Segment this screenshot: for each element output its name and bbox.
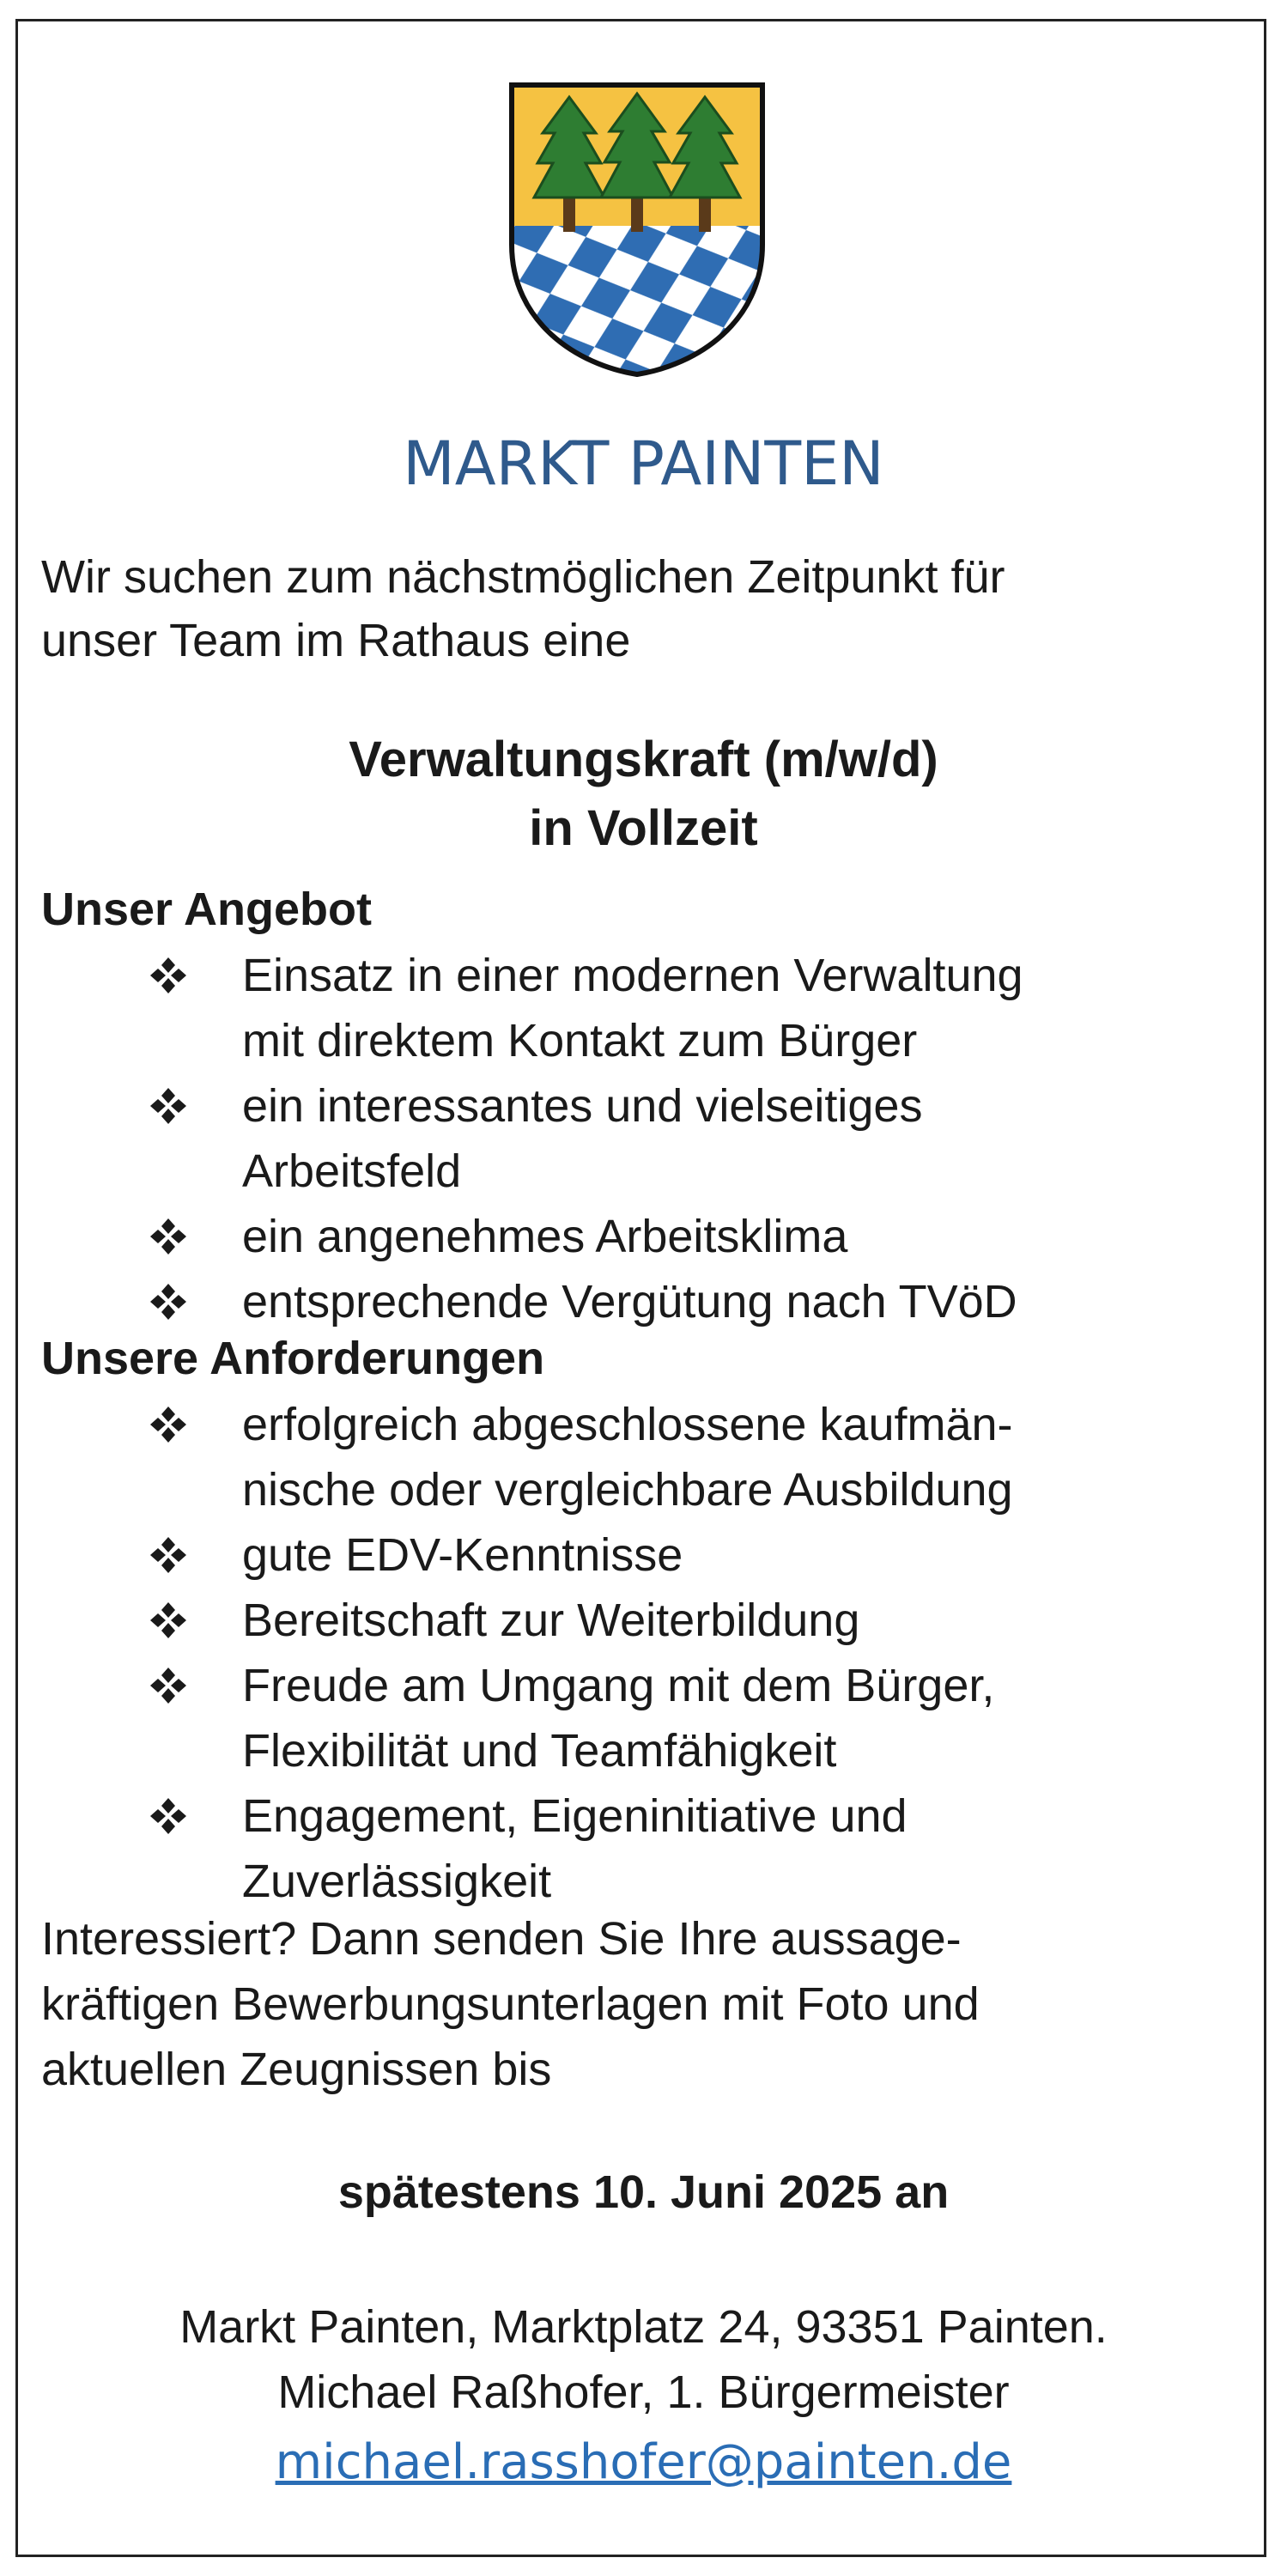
bullet-diamond-icon	[149, 1535, 188, 1575]
requirement-item-line: Engagement, Eigeninitiative und	[242, 1790, 908, 1842]
offer-item-line: Arbeitsfeld	[242, 1145, 462, 1197]
closing-line: kräftigen Bewerbungsunterlagen mit Foto und	[41, 1978, 980, 2030]
bullet-diamond-icon	[149, 956, 188, 995]
offer-heading: Unser Angebot	[41, 884, 373, 935]
requirement-item-line: nische oder vergleichbare Ausbildung	[242, 1464, 1013, 1516]
offer-item-line: ein angenehmes Arbeitsklima	[242, 1211, 848, 1262]
closing-text	[41, 1906, 1260, 2102]
bullet-diamond-icon	[149, 1217, 188, 1256]
contact-email	[0, 2430, 1287, 2495]
requirement-item-line: Zuverlässigkeit	[242, 1856, 552, 1907]
requirement-item	[0, 1783, 1287, 1914]
requirement-item	[0, 1522, 1287, 1588]
intro-line: Wir suchen zum nächstmöglichen Zeitpunkt für	[41, 551, 1005, 603]
offer-item	[0, 943, 1287, 1073]
address-line: Michael Raßhofer, 1. Bürgermeister	[277, 2366, 1010, 2418]
closing-line: Interessiert? Dann senden Sie Ihre aussage-	[41, 1913, 962, 1965]
requirement-item-line: gute EDV-Kenntnisse	[242, 1529, 683, 1581]
email-link[interactable]: michael.rasshofer@painten.de	[275, 2434, 1012, 2490]
intro-line: unser Team im Rathaus eine	[41, 615, 631, 666]
offer-item	[0, 1073, 1287, 1204]
coat-of-arms-icon	[508, 82, 766, 378]
job-title-line: in Vollzeit	[529, 800, 758, 856]
job-title-line: Verwaltungskraft (m/w/d)	[349, 732, 938, 787]
requirement-item-line: erfolgreich abgeschlossene kaufmän-	[242, 1399, 1013, 1450]
bullet-diamond-icon	[149, 1282, 188, 1321]
bullet-diamond-icon	[149, 1086, 188, 1126]
requirement-item	[0, 1653, 1287, 1783]
contact-address	[0, 2294, 1287, 2425]
requirement-item-line: Flexibilität und Teamfähigkeit	[242, 1725, 837, 1777]
requirements-list	[0, 1392, 1287, 1914]
requirements-heading: Unsere Anforderungen	[41, 1333, 545, 1384]
offer-item-line: Einsatz in einer modernen Verwaltung	[242, 950, 1023, 1001]
offer-list	[0, 943, 1287, 1334]
requirement-item	[0, 1392, 1287, 1522]
offer-item-line: mit direktem Kontakt zum Bürger	[242, 1015, 918, 1066]
requirement-item-line: Bereitschaft zur Weiterbildung	[242, 1595, 860, 1646]
bullet-diamond-icon	[149, 1666, 188, 1705]
offer-item	[0, 1269, 1287, 1334]
requirement-item	[0, 1588, 1287, 1653]
closing-line: aktuellen Zeugnissen bis	[41, 2044, 552, 2095]
organization-title: MARKT PAINTEN	[403, 428, 884, 499]
intro-text	[41, 545, 1260, 672]
bullet-diamond-icon	[149, 1796, 188, 1836]
bullet-diamond-icon	[149, 1601, 188, 1640]
offer-item-line: ein interessantes und vielseitiges	[242, 1080, 923, 1132]
bullet-diamond-icon	[149, 1405, 188, 1444]
requirement-item-line: Freude am Umgang mit dem Bürger,	[242, 1660, 995, 1711]
offer-item	[0, 1204, 1287, 1269]
address-line: Markt Painten, Marktplatz 24, 93351 Painten.	[179, 2301, 1108, 2353]
application-deadline: spätestens 10. Juni 2025 an	[337, 2166, 950, 2218]
job-title	[0, 726, 1287, 863]
offer-item-line: entsprechende Vergütung nach TVöD	[242, 1276, 1017, 1327]
